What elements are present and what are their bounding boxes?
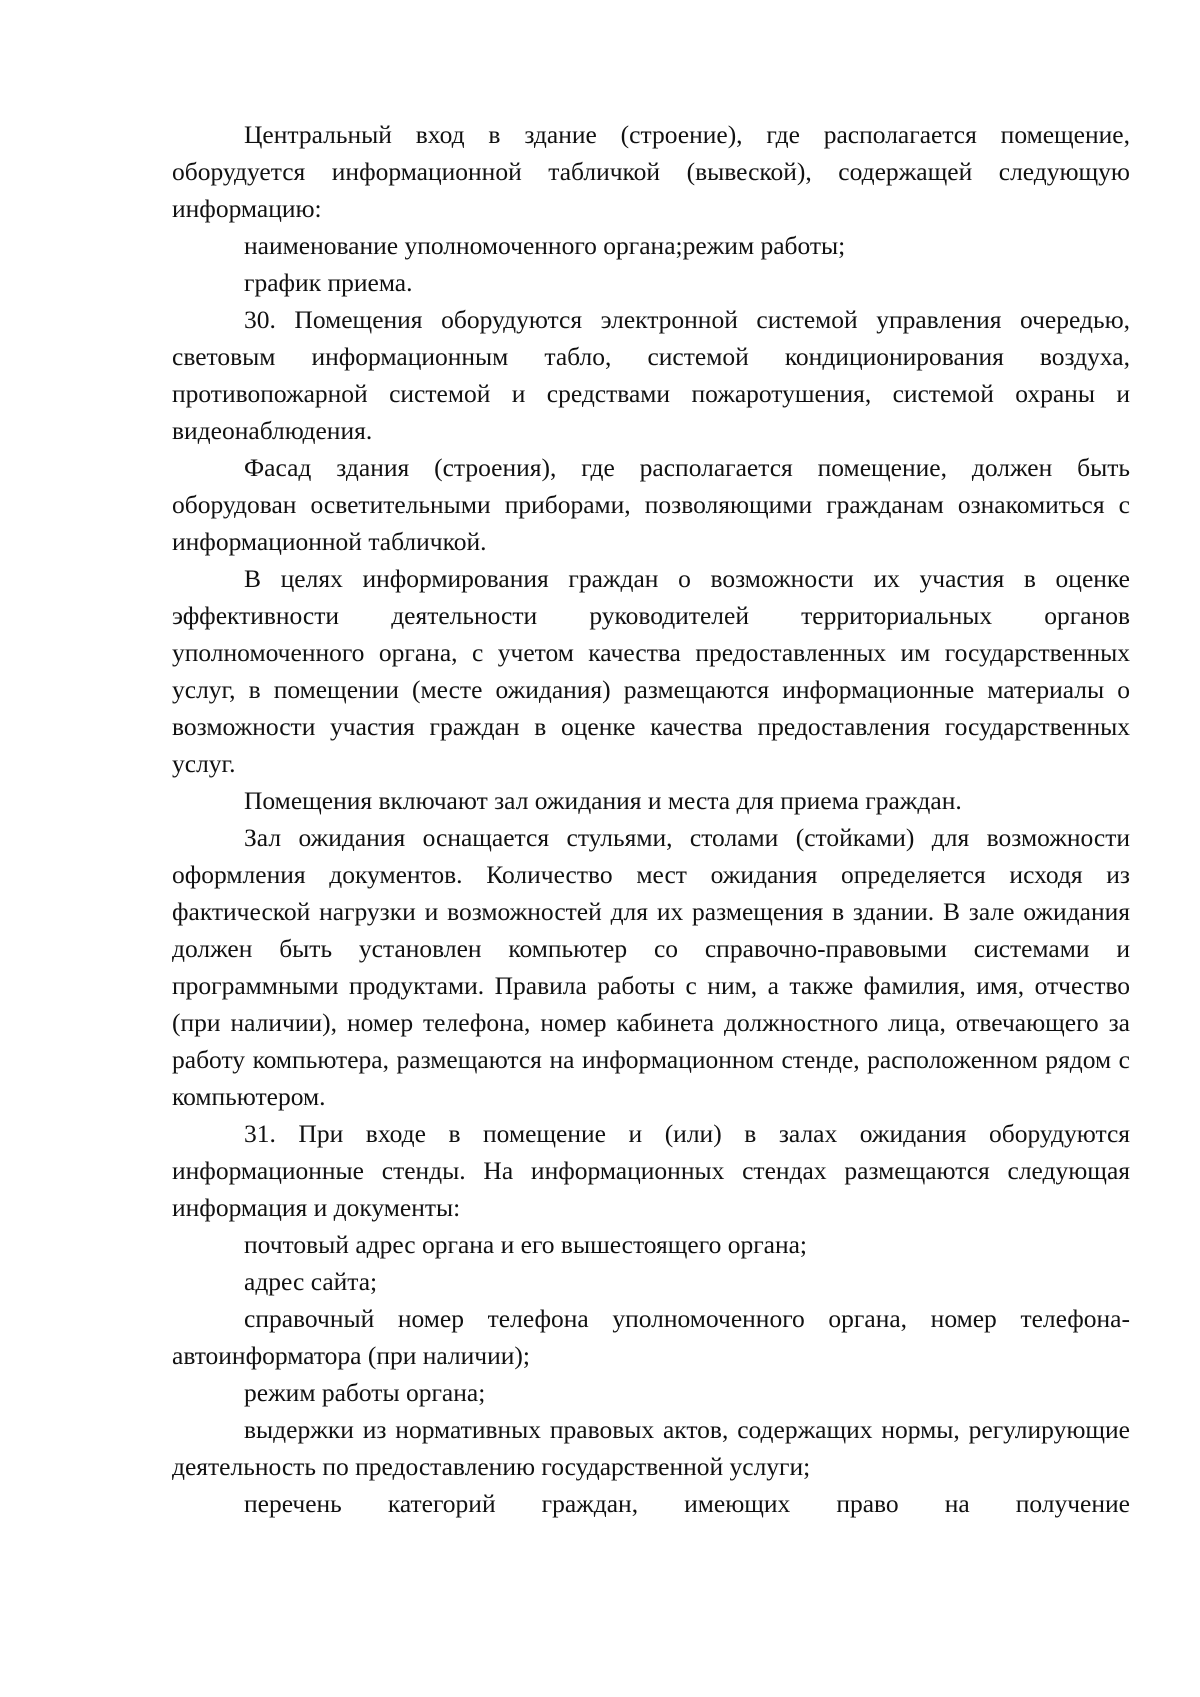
paragraph-legal-extracts: выдержки из нормативных правовых актов, содержащих нормы, регулирующие деятельность по предоставлению государственной услуги; [172, 1415, 1130, 1481]
paragraph-item-31: 31. При входе в помещение и (или) в залах ожидания оборудуются информационные стенды. На информационных стендах размещаются следующая информация и документы: [172, 1119, 1130, 1222]
paragraph-citizen-categories: перечень категорий граждан, имеющих право на получение [244, 1489, 1130, 1518]
paragraph-central-entrance: Центральный вход в здание (строение), где располагается помещение, оборудуется информационной табличкой (вывеской), содержащей следующую информацию: [172, 120, 1130, 223]
paragraph-phone-number: справочный номер телефона уполномоченного органа, номер телефона-автоинформатора (при наличии); [172, 1304, 1130, 1370]
paragraph-reception-schedule: график приема. [244, 268, 413, 297]
paragraph-work-mode: режим работы органа; [244, 1378, 486, 1407]
paragraph-waiting-hall: Зал ожидания оснащается стульями, столами (стойками) для возможности оформления документов. Количество мест ожидания определяется исходя из фактической нагрузки и возможностей для их размещения в здании. В зале ожидания должен быть установлен компьютер со справочно-правовыми системами и программными продуктами. Правила работы с ним, а также фамилия, имя, отчество (при наличии), номер телефона, номер кабинета должностного лица, отвечающего за работу компьютера, размещаются на информационном стенде, расположенном рядом с компьютером. [172, 823, 1130, 1111]
paragraph-item-30: 30. Помещения оборудуются электронной системой управления очередью, световым информационным табло, системой кондиционирования воздуха, противопожарной системой и средствами пожаротушения, системой охраны и видеонаблюдения. [172, 305, 1130, 445]
paragraph-informing-citizens: В целях информирования граждан о возможности их участия в оценке эффективности деятельности руководителей территориальных органов уполномоченного органа, с учетом качества предоставленных им государственных услуг, в помещении (месте ожидания) размещаются информационные материалы о возможности участия граждан в оценке качества предоставления государственных услуг. [172, 564, 1130, 778]
paragraph-postal-address: почтовый адрес органа и его вышестоящего органа; [244, 1230, 808, 1259]
paragraph-website: адрес сайта; [244, 1267, 378, 1296]
paragraph-facade: Фасад здания (строения), где располагается помещение, должен быть оборудован осветительными приборами, позволяющими гражданам ознакомиться с информационной табличкой. [172, 453, 1130, 556]
paragraph-premises: Помещения включают зал ожидания и места для приема граждан. [244, 786, 962, 815]
document-page [172, 116, 1130, 1522]
paragraph-agency-name: наименование уполномоченного органа;режим работы; [244, 231, 846, 260]
